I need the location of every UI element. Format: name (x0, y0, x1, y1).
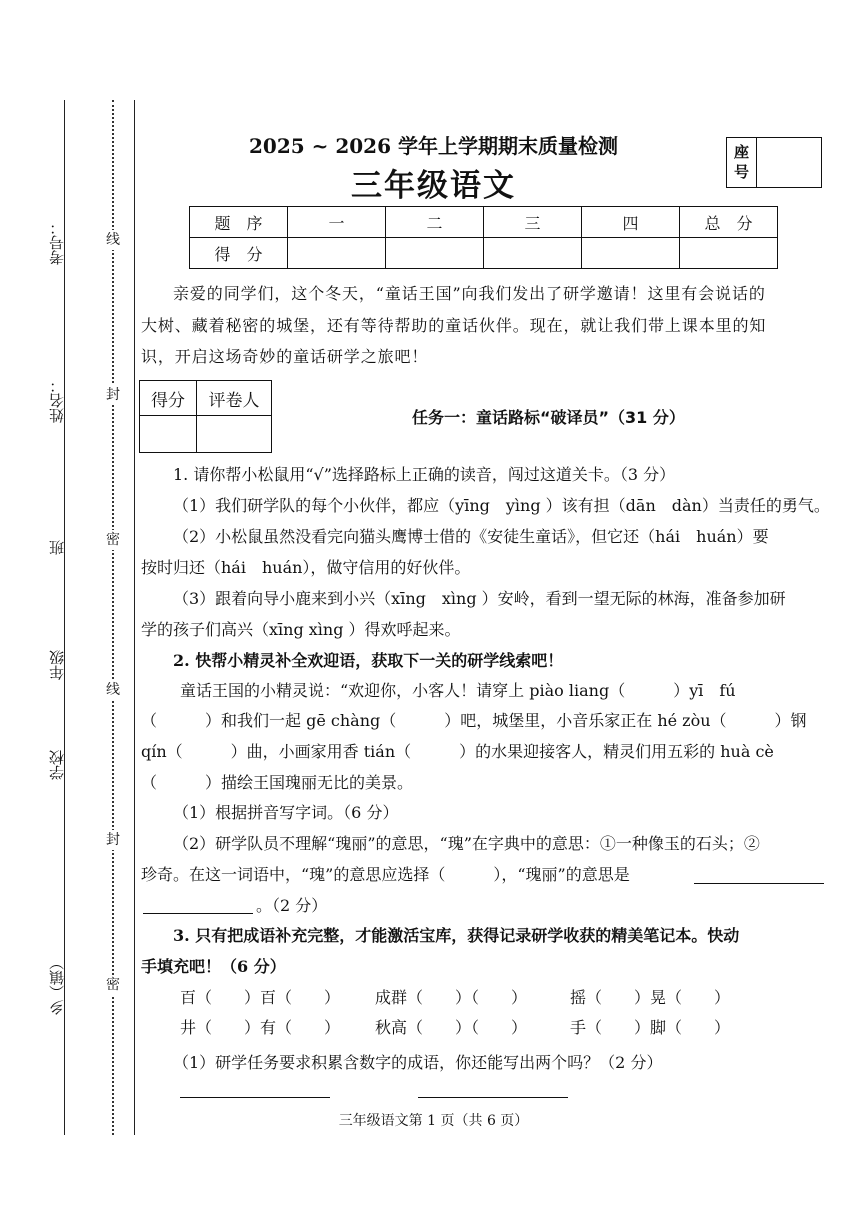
q2-answer-line[interactable] (694, 883, 824, 884)
seal-secret-word: 密 (106, 977, 120, 993)
q1-item-2[interactable]: （2）小松鼠虽然没看完向猫头鹰博士借的《安徒生童话》，但它还（hái huán）要 (173, 527, 769, 546)
idiom-blank[interactable]: 百（ ）百（ ） (180, 988, 341, 1007)
exam-subtitle: 2025 ~ 2026 学年上学期期末质量检测 (249, 134, 618, 158)
score-header-cell: 四 (582, 207, 680, 238)
score-input-cell[interactable] (288, 238, 386, 269)
q2-passage-line[interactable]: 童话王国的小精灵说：“欢迎你，小客人！请穿上 piào liang（ ）yī fú (180, 681, 736, 700)
q3-sub-1: （1）研学任务要求积累含数字的成语，你还能写出两个吗？（2 分） (173, 1053, 663, 1072)
q1-stem: 1. 请你帮小松鼠用“√”选择路标上正确的读音，闯过这道关卡。（3 分） (173, 465, 676, 484)
seat-number-box[interactable] (726, 137, 822, 188)
q3-answer-line[interactable] (180, 1097, 330, 1098)
score-input-cell[interactable] (484, 238, 582, 269)
township-label: 乡（镇） (48, 955, 66, 1015)
seal-secret-word: 密 (106, 532, 120, 548)
score-input-cell[interactable] (386, 238, 484, 269)
seat-number-label: 座号 (727, 138, 757, 187)
q1-item-3[interactable]: （3）跟着向导小鹿来到小兴（xīng xìng ）安岭，看到一望无际的林海，准备参加研 (173, 589, 786, 608)
q1-item-1[interactable]: （1）我们研学队的每个小伙伴，都应（yīng yìng ）该有担（dān dàn）当责任的勇气。 (173, 496, 830, 515)
idiom-blank[interactable]: 摇（ ）晃（ ） (570, 988, 731, 1007)
idiom-blank[interactable]: 井（ ）有（ ） (180, 1018, 341, 1037)
grader-box (139, 380, 272, 453)
q2-passage-line[interactable]: qín（ ）曲，小画家用香 tián（ ）的水果迎接客人，精灵们用五彩的 huà cè (141, 742, 774, 761)
grader-reviewer-input[interactable] (197, 416, 272, 453)
score-header-cell: 题 序 (190, 207, 288, 238)
seal-seal-word: 封 (106, 832, 120, 848)
page-footer: 三年级语文第 1 页（共 6 页） (338, 1113, 529, 1129)
score-input-cell[interactable] (680, 238, 778, 269)
grader-score-input[interactable] (140, 416, 197, 453)
q3-answer-line[interactable] (418, 1097, 568, 1098)
q3-stem-cont: 手填充吧！（6 分） (141, 957, 286, 976)
q3-stem: 3. 只有把成语补充完整，才能激活宝库，获得记录研学收获的精美笔记本。快动 (173, 926, 740, 945)
intro-line: 识，开启这场奇妙的童话研学之旅吧！ (141, 347, 429, 366)
idiom-blank[interactable]: 手（ ）脚（ ） (570, 1018, 731, 1037)
score-row-label: 得 分 (190, 238, 288, 269)
score-input-cell[interactable] (582, 238, 680, 269)
score-header-cell: 一 (288, 207, 386, 238)
grader-score-label: 得分 (140, 381, 197, 416)
intro-line: 亲爱的同学们，这个冬天，“童话王国”向我们发出了研学邀请！这里有会说话的 (173, 284, 766, 303)
score-header-cell: 二 (386, 207, 484, 238)
grade-label: 年级 (48, 650, 66, 680)
intro-line: 大树、藏着秘密的城堡，还有等待帮助的童话伙伴。现在，就让我们带上课本里的知 (141, 316, 767, 335)
score-table (189, 206, 778, 269)
task1-title: 任务一：童话路标“破译员”（31 分） (412, 408, 685, 427)
name-label: 姓名： (48, 378, 66, 423)
q2-passage-line[interactable]: （ ）和我们一起 gē chàng（ ）吧，城堡里，小音乐家正在 hé zòu（ ）钢 (141, 711, 807, 730)
q2-answer-line-2[interactable] (143, 913, 253, 914)
seal-seal-word: 封 (106, 387, 120, 403)
q2-passage-line[interactable]: （ ）描绘王国瑰丽无比的美景。 (141, 773, 414, 792)
seal-line-word: 线 (106, 232, 120, 248)
q2-sub-2-cont[interactable]: 珍奇。在这一词语中，“瑰”的意思应选择（ ），“瑰丽”的意思是 (141, 865, 630, 884)
exam-number-label: 考号： (48, 220, 66, 265)
idiom-blank[interactable]: 秋高（ ）（ ） (375, 1018, 528, 1037)
class-label: 班 (48, 540, 66, 555)
grader-reviewer-label: 评卷人 (197, 381, 272, 416)
idiom-blank[interactable]: 成群（ ）（ ） (375, 988, 528, 1007)
score-header-cell: 三 (484, 207, 582, 238)
q2-sub-2-end: 。（2 分） (256, 896, 328, 915)
exam-title: 三年级语文 (351, 168, 516, 204)
seal-line-word: 线 (106, 682, 120, 698)
binding-line-inner (134, 100, 135, 1135)
q2-sub-1: （1）根据拼音写字词。（6 分） (173, 803, 399, 822)
school-label: 学校 (48, 750, 66, 780)
score-header-cell: 总 分 (680, 207, 778, 238)
q1-item-3-cont[interactable]: 学的孩子们高兴（xīng xìng ）得欢呼起来。 (141, 620, 461, 639)
q2-sub-2: （2）研学队员不理解“瑰丽”的意思，“瑰”在字典中的意思：①一种像玉的石头；② (173, 834, 760, 853)
q1-item-2-cont[interactable]: 按时归还（hái huán），做守信用的好伙伴。 (141, 558, 471, 577)
q2-stem: 2. 快帮小精灵补全欢迎语，获取下一关的研学线索吧！ (173, 651, 564, 670)
